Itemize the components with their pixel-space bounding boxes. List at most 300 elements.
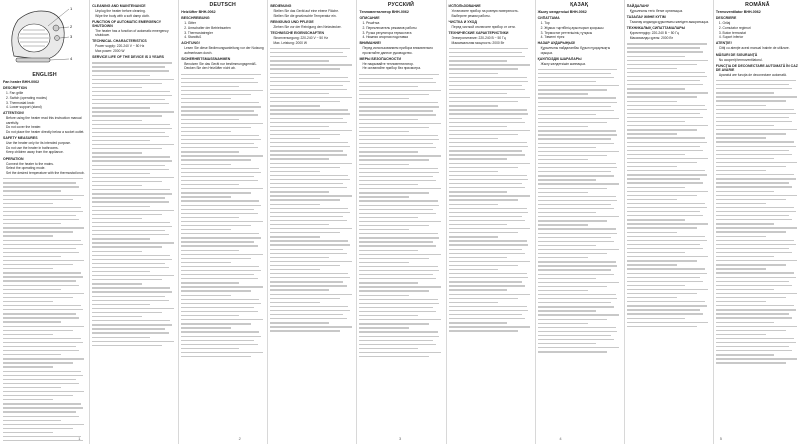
text-line bbox=[92, 165, 165, 166]
text-line bbox=[627, 240, 707, 241]
text-line bbox=[359, 340, 432, 341]
section-title: ИСПОЛЬЗОВАНИЕ bbox=[448, 4, 481, 8]
text-line bbox=[270, 113, 350, 114]
section-list bbox=[359, 21, 442, 39]
text-line bbox=[627, 264, 677, 265]
text-line bbox=[92, 103, 168, 104]
text-line bbox=[538, 118, 619, 119]
text-line bbox=[181, 159, 251, 160]
text-line bbox=[449, 220, 525, 221]
text-line bbox=[627, 51, 703, 52]
text-line bbox=[538, 204, 611, 205]
text-line bbox=[181, 303, 261, 304]
text-line bbox=[270, 204, 320, 205]
list-item: 1. Тор bbox=[540, 21, 550, 26]
section-title: МЕРЫ БЕЗОПАСНОСТИ bbox=[359, 56, 401, 61]
list-item: Выберите режим работы. bbox=[451, 13, 491, 18]
text-line bbox=[3, 411, 76, 412]
text-line bbox=[3, 276, 83, 277]
text-line bbox=[716, 281, 789, 282]
text-line bbox=[92, 181, 162, 182]
text-line bbox=[627, 68, 677, 69]
text-line bbox=[359, 225, 429, 226]
text-line bbox=[181, 340, 254, 341]
text-line bbox=[181, 196, 231, 197]
text-line bbox=[627, 195, 697, 196]
text-line bbox=[449, 199, 519, 200]
text-line bbox=[449, 179, 529, 180]
text-line bbox=[359, 172, 439, 173]
text-line bbox=[359, 254, 440, 255]
text-line bbox=[181, 180, 257, 181]
text-line bbox=[3, 301, 53, 302]
list-item: 4. Нижняя опорная подставка bbox=[362, 35, 409, 40]
list-item: Ziehen Sie vor der Reinigung den Netzstecker. bbox=[273, 24, 342, 29]
text-line bbox=[359, 282, 417, 283]
list-item: Use the heater only for its intended purpose. bbox=[6, 141, 71, 146]
section-title: MĂSURI DE SIGURANŢĂ bbox=[715, 52, 758, 57]
text-line bbox=[716, 350, 792, 351]
text-line bbox=[359, 250, 417, 251]
text-line bbox=[449, 118, 522, 119]
list-item: 3. Buton termostat bbox=[718, 30, 746, 35]
text-line bbox=[181, 151, 239, 152]
text-line bbox=[92, 263, 165, 264]
text-line bbox=[627, 293, 697, 294]
text-line bbox=[716, 137, 766, 138]
body-text-block bbox=[449, 48, 532, 332]
text-line bbox=[270, 199, 340, 200]
section-list bbox=[716, 21, 799, 39]
text-line bbox=[270, 261, 351, 262]
text-line bbox=[181, 164, 231, 165]
text-line bbox=[3, 195, 84, 196]
text-line bbox=[716, 146, 796, 147]
text-line bbox=[92, 279, 162, 280]
text-line bbox=[270, 179, 350, 180]
text-line bbox=[92, 337, 150, 338]
text-line bbox=[538, 151, 619, 152]
text-line bbox=[716, 338, 794, 339]
text-line bbox=[716, 129, 797, 130]
text-line bbox=[270, 232, 340, 233]
list-item: Wipe the body with a soft damp cloth. bbox=[95, 13, 150, 18]
text-line bbox=[449, 314, 522, 315]
list-item: 4. Төменгі тірек bbox=[540, 35, 565, 40]
text-line bbox=[92, 300, 168, 301]
text-line bbox=[716, 252, 792, 253]
text-line bbox=[627, 268, 705, 269]
section-title: ҚАУІПСІЗДІК ШАРАЛАРЫ bbox=[537, 56, 582, 61]
text-line bbox=[449, 232, 519, 233]
list-item: Перед чисткой отключите прибор от сети. bbox=[451, 24, 516, 29]
text-line bbox=[627, 178, 700, 179]
text-line bbox=[92, 70, 168, 71]
text-line bbox=[716, 84, 789, 85]
text-line bbox=[92, 210, 173, 211]
section-title: ATENŢIE! bbox=[715, 41, 732, 46]
text-line bbox=[538, 155, 608, 156]
text-line bbox=[92, 218, 142, 219]
text-line bbox=[627, 191, 708, 192]
section-title: BEDIENUNG bbox=[270, 4, 292, 8]
text-line bbox=[716, 227, 797, 228]
manual-column-7 bbox=[535, 0, 624, 444]
page-number: 3 bbox=[399, 436, 402, 441]
text-line bbox=[181, 286, 262, 287]
text-line bbox=[538, 188, 608, 189]
text-line bbox=[359, 143, 432, 144]
text-line bbox=[716, 330, 786, 331]
text-line bbox=[449, 191, 507, 192]
text-line bbox=[92, 234, 168, 235]
list-item: Stellen Sie die gewünschte Temperatur ein. bbox=[273, 13, 337, 18]
text-line bbox=[92, 132, 165, 133]
text-line bbox=[270, 257, 328, 258]
text-line bbox=[716, 141, 794, 142]
text-line bbox=[270, 52, 343, 53]
text-line bbox=[270, 158, 328, 159]
list-item: Power supply: 220-240 V ~ 50 Hz bbox=[95, 44, 145, 49]
text-line bbox=[716, 342, 796, 343]
list-item: Stellen Sie das Gerät auf eine ebene Fläche. bbox=[273, 9, 339, 14]
text-line bbox=[716, 236, 766, 237]
body-text-block bbox=[92, 62, 175, 346]
text-line bbox=[92, 120, 142, 121]
text-line bbox=[449, 212, 529, 213]
text-line bbox=[270, 68, 340, 69]
text-line bbox=[716, 289, 774, 290]
text-line bbox=[270, 330, 340, 331]
text-line bbox=[538, 278, 596, 279]
text-line bbox=[359, 159, 429, 160]
text-line bbox=[716, 260, 797, 261]
text-line bbox=[627, 219, 685, 220]
list-item: Aparatul are funcţia de deconectare automată. bbox=[718, 72, 787, 77]
text-line bbox=[627, 301, 705, 302]
text-line bbox=[449, 228, 530, 229]
section-list bbox=[270, 36, 353, 45]
text-line bbox=[181, 331, 259, 332]
text-line bbox=[627, 154, 685, 155]
text-line bbox=[449, 330, 519, 331]
text-line bbox=[627, 232, 677, 233]
text-line bbox=[181, 209, 254, 210]
list-item: Citiţi cu atenţie acest manual înainte de utilizare. bbox=[718, 46, 790, 51]
text-line bbox=[716, 166, 786, 167]
text-line bbox=[181, 184, 239, 185]
text-line bbox=[359, 270, 439, 271]
list-item: 3. Thermostat knob bbox=[6, 100, 35, 105]
text-line bbox=[627, 297, 677, 298]
section-list bbox=[359, 62, 442, 71]
list-item: 2. Переключатель режимов работы bbox=[362, 25, 417, 30]
list-item: 2. Switch (operating modes) bbox=[6, 95, 48, 100]
text-line bbox=[538, 269, 611, 270]
text-line bbox=[3, 432, 53, 433]
text-line bbox=[716, 195, 797, 196]
text-line bbox=[716, 178, 796, 179]
text-line bbox=[627, 322, 708, 323]
text-line bbox=[627, 326, 697, 327]
text-line bbox=[92, 287, 170, 288]
text-line bbox=[359, 348, 417, 349]
list-item: Максимальная мощность: 2000 Вт bbox=[451, 40, 505, 45]
text-line bbox=[3, 178, 83, 179]
section-title: ВНИМАНИЕ! bbox=[359, 41, 381, 46]
text-line bbox=[538, 110, 614, 111]
text-line bbox=[359, 98, 409, 99]
list-item: Құрылғыны тегіс бетке орнатыңыз. bbox=[629, 9, 684, 14]
text-line bbox=[3, 289, 61, 290]
section-list bbox=[627, 20, 710, 24]
text-line bbox=[538, 233, 618, 234]
text-line bbox=[359, 176, 432, 177]
text-line bbox=[270, 187, 346, 188]
text-line bbox=[627, 273, 707, 274]
text-line bbox=[270, 183, 343, 184]
text-line bbox=[3, 424, 84, 425]
text-line bbox=[181, 98, 231, 99]
text-line bbox=[270, 269, 320, 270]
text-line bbox=[449, 85, 522, 86]
list-item: 1. Решётка bbox=[362, 21, 380, 26]
text-line bbox=[359, 221, 440, 222]
list-item: 1. Fan grille bbox=[6, 91, 24, 96]
section-title: CLEANING AND MAINTENANCE bbox=[92, 4, 146, 8]
text-line bbox=[270, 175, 348, 176]
text-line bbox=[92, 226, 172, 227]
text-line bbox=[627, 236, 705, 237]
list-item: 3. Термостат реттегішінің тұтқасы bbox=[540, 30, 593, 35]
section-title: НАЗАР АУДАРЫҢЫЗ! bbox=[537, 41, 576, 46]
text-line bbox=[359, 114, 435, 115]
text-line bbox=[3, 268, 53, 269]
text-line bbox=[627, 43, 707, 44]
list-item: 2. Comutator regimuri bbox=[718, 25, 751, 30]
list-item: 2. Жұмыс тәртібінің ауыстырып қосқышы bbox=[540, 25, 604, 30]
product-title: Жылу желдеткіші BHH-0062 bbox=[537, 10, 587, 14]
language-heading: РУССКИЙ bbox=[387, 2, 415, 8]
text-line bbox=[270, 150, 343, 151]
text-line bbox=[359, 290, 429, 291]
text-line bbox=[359, 90, 440, 91]
text-line bbox=[449, 68, 519, 69]
text-line bbox=[270, 294, 351, 295]
text-line bbox=[538, 294, 616, 295]
text-line bbox=[270, 277, 350, 278]
list-item: 2. Umschalter der Betriebsarten bbox=[184, 25, 231, 30]
text-line bbox=[716, 125, 774, 126]
text-line bbox=[716, 264, 786, 265]
product-title: Termoventilator BHH-0062 bbox=[715, 10, 761, 14]
text-line bbox=[627, 281, 703, 282]
text-line bbox=[3, 321, 61, 322]
text-line bbox=[3, 391, 84, 392]
text-line bbox=[449, 73, 499, 74]
section-list bbox=[449, 25, 532, 29]
text-line bbox=[359, 278, 435, 279]
section-list bbox=[716, 73, 799, 77]
text-line bbox=[92, 87, 142, 88]
text-line bbox=[3, 186, 79, 187]
text-line bbox=[270, 56, 346, 57]
text-line bbox=[538, 126, 588, 127]
text-line bbox=[538, 347, 619, 348]
text-line bbox=[92, 230, 165, 231]
text-line bbox=[538, 73, 611, 74]
text-line bbox=[538, 245, 596, 246]
svg-text:4: 4 bbox=[70, 56, 73, 61]
text-line bbox=[449, 122, 525, 123]
text-line bbox=[270, 130, 351, 131]
list-item: Не накрывайте тепловентилятор. bbox=[362, 61, 414, 66]
text-line bbox=[716, 256, 774, 257]
text-line bbox=[3, 182, 76, 183]
text-line bbox=[270, 101, 340, 102]
language-heading: ROMÂNĂ bbox=[745, 2, 770, 8]
section-list bbox=[181, 21, 264, 39]
text-line bbox=[181, 327, 231, 328]
text-line bbox=[270, 109, 348, 110]
section-list bbox=[716, 58, 799, 62]
text-line bbox=[92, 291, 172, 292]
text-line bbox=[538, 257, 588, 258]
text-line bbox=[3, 190, 61, 191]
text-line bbox=[3, 305, 81, 306]
language-heading: ҚАЗАҚ bbox=[570, 2, 589, 8]
text-line bbox=[92, 83, 162, 84]
text-line bbox=[92, 62, 172, 63]
text-line bbox=[270, 314, 343, 315]
body-text-block bbox=[181, 74, 264, 358]
text-line bbox=[538, 302, 611, 303]
text-line bbox=[449, 298, 519, 299]
body-text-block bbox=[627, 43, 710, 327]
section-title: ПАЙДАЛАНУ bbox=[626, 4, 650, 8]
text-line bbox=[181, 143, 254, 144]
text-line bbox=[181, 176, 254, 177]
text-line bbox=[3, 260, 84, 261]
list-item: Қоректендіру: 220-240 В ~ 50 Гц bbox=[629, 31, 679, 36]
manual-column-1 bbox=[0, 0, 89, 444]
text-line bbox=[92, 267, 168, 268]
text-line bbox=[449, 101, 519, 102]
text-line bbox=[92, 197, 165, 198]
text-line bbox=[270, 93, 328, 94]
text-line bbox=[92, 271, 150, 272]
text-line bbox=[716, 362, 786, 363]
text-line bbox=[270, 326, 351, 327]
section-list bbox=[92, 44, 175, 53]
text-line bbox=[181, 311, 257, 312]
text-line bbox=[449, 269, 499, 270]
text-line bbox=[359, 315, 417, 316]
text-line bbox=[449, 236, 499, 237]
text-line bbox=[627, 88, 685, 89]
section-title: TECHNISCHE EIGENSCHAFTEN bbox=[270, 31, 324, 36]
text-line bbox=[3, 219, 79, 220]
section-list bbox=[181, 62, 264, 71]
text-line bbox=[92, 189, 170, 190]
text-line bbox=[716, 326, 797, 327]
text-line bbox=[181, 237, 261, 238]
text-line bbox=[538, 314, 619, 315]
text-line bbox=[449, 310, 529, 311]
text-line bbox=[92, 238, 150, 239]
section-list bbox=[538, 21, 621, 39]
text-line bbox=[181, 135, 259, 136]
text-line bbox=[3, 309, 83, 310]
text-line bbox=[449, 249, 522, 250]
text-line bbox=[627, 96, 697, 97]
section-list bbox=[3, 141, 86, 154]
text-line bbox=[359, 78, 432, 79]
language-heading: DEUTSCH bbox=[209, 2, 237, 8]
text-line bbox=[627, 318, 685, 319]
text-line bbox=[449, 318, 525, 319]
section-title: ATTENTION! bbox=[3, 111, 24, 116]
text-line bbox=[716, 182, 789, 183]
text-line bbox=[449, 146, 529, 147]
text-line bbox=[449, 126, 507, 127]
text-line bbox=[92, 201, 168, 202]
text-line bbox=[449, 150, 522, 151]
text-line bbox=[181, 258, 251, 259]
text-line bbox=[92, 283, 142, 284]
text-line bbox=[181, 90, 262, 91]
text-line bbox=[3, 371, 81, 372]
text-line bbox=[716, 248, 789, 249]
text-line bbox=[3, 248, 76, 249]
section-list bbox=[538, 62, 621, 66]
text-line bbox=[3, 403, 81, 404]
text-line bbox=[716, 215, 789, 216]
text-line bbox=[359, 331, 437, 332]
text-line bbox=[270, 85, 343, 86]
text-line bbox=[181, 336, 261, 337]
text-line bbox=[270, 285, 346, 286]
text-line bbox=[627, 187, 685, 188]
text-line bbox=[359, 74, 439, 75]
text-line bbox=[538, 331, 618, 332]
text-line bbox=[538, 167, 618, 168]
manual-column-2 bbox=[89, 0, 178, 444]
text-line bbox=[359, 266, 437, 267]
text-line bbox=[627, 121, 685, 122]
text-line bbox=[449, 265, 519, 266]
text-line bbox=[270, 306, 348, 307]
text-line bbox=[3, 379, 76, 380]
text-line bbox=[716, 162, 797, 163]
text-line bbox=[3, 244, 83, 245]
text-line bbox=[359, 323, 429, 324]
text-line bbox=[181, 225, 251, 226]
text-line bbox=[270, 249, 343, 250]
text-line bbox=[181, 188, 262, 189]
text-line bbox=[716, 109, 794, 110]
text-line bbox=[627, 56, 685, 57]
text-line bbox=[359, 151, 417, 152]
text-line bbox=[716, 309, 796, 310]
text-line bbox=[92, 124, 170, 125]
section-title: DESCRIERE bbox=[715, 16, 737, 21]
text-line bbox=[449, 289, 507, 290]
manual-column-8 bbox=[624, 0, 713, 444]
text-line bbox=[716, 186, 792, 187]
text-line bbox=[3, 240, 81, 241]
text-line bbox=[270, 48, 350, 49]
